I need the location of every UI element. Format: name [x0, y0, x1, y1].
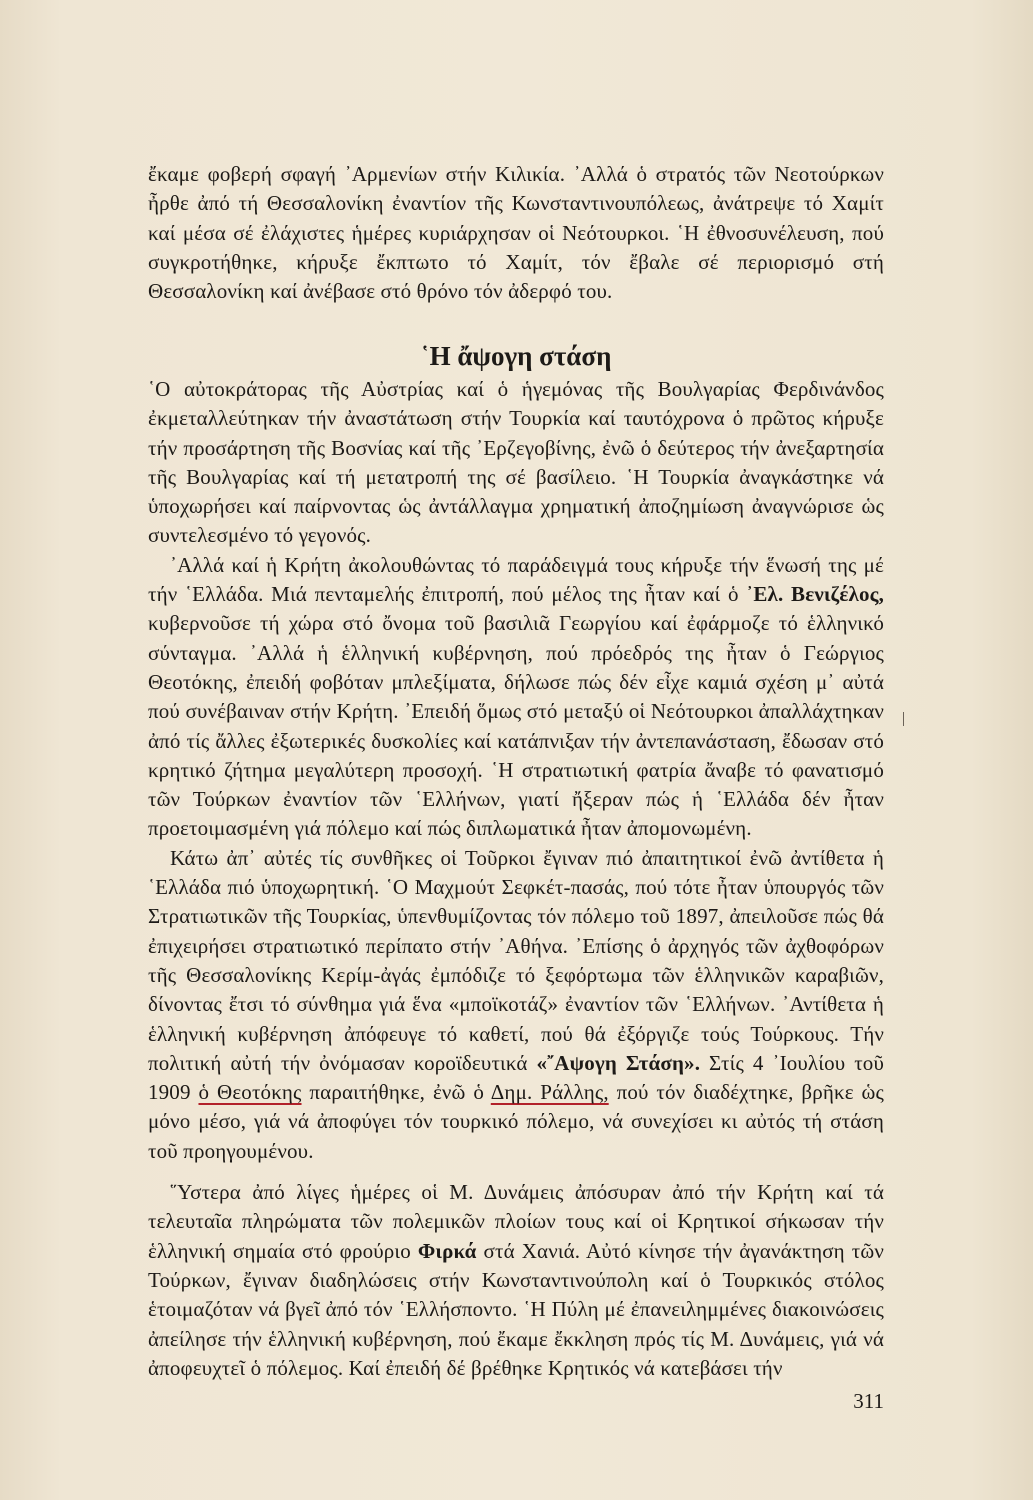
- paragraph-text: ῞Υστερα ἀπό λίγες ἡμέρες οἱ Μ. Δυνάμεις ἀπόσυραν ἀπό τήν Κρήτη καί τά τελευταῖα πληρώματα τῶν πολεμικῶν πλοίων τους καί οἱ Κρητικοί σήκωσαν τήν ἑλληνική σημαία στό φρούριο: [148, 1180, 884, 1263]
- section-title: ῾Η ἄψογη στάση: [420, 341, 612, 371]
- paragraph-text: κυβερνοῦσε τή χώρα στό ὄνομα τοῦ βασιλιᾶ Γεωργίου καί ἐφάρμοζε τό ἑλληνικό σύνταγμα. ᾿Αλλά ἡ ἑλληνική κυβέρνηση, πού πρόεδρός της ἦταν ὁ Γεώργιος Θεοτόκης, ἐπειδή φοβόταν μπλεξίματα, δήλωσε πώς δέν εἶχε καμιά σχέση μ᾿ αὐτά πού συνέβαιναν στήν Κρήτη. ᾿Επειδή ὅμως στό μεταξύ οἱ Νεότουρκοι ἀπαλλάχτηκαν ἀπό τίς ἄλλες ἐξωτερικές δυσκολίες καί κατάπνιξαν τήν ἀντεπανάσταση, ἔδωσαν στό κρητικό ζήτημα μεγαλύτερη προσοχή. ῾Η στρατιωτική φατρία ἄναβε τό φανατισμό τῶν Τούρκων ἐναντίον τῶν ῾Ελλήνων, γιατί ἤξεραν πώς ἡ ῾Ελλάδα δέν ἦταν προετοιμασμένη γιά πόλεμο καί πώς διπλωματικά ἦταν ἀπομονωμένη.: [148, 611, 884, 841]
- underlined-name-theotokis: ὁ Θεοτόκης: [198, 1080, 302, 1105]
- text-block-top: [148, 160, 884, 306]
- paragraph-austria-bulgaria: ῾Ο αὐτοκράτορας τῆς Αὐστρίας καί ὁ ἡγεμόνας τῆς Βουλγαρίας Φερδινάνδος ἐκμεταλλεύτηκαν τήν ἀναστάτωση στήν Τουρκία καί ταυτόχρονα ὁ πρῶτος κήρυξε τήν προσάρτηση τῆς Βοσνίας καί τῆς ᾿Ερζεγοβίνης, ἐνῶ ὁ δεύτερος τήν ἀνεξαρτησία τῆς Βουλγαρίας καί τή μετατροπή της σέ βασίλειο. ῾Η Τουρκία ἀναγκάστηκε νά ὑποχωρήσει καί παίρνοντας ὡς ἀντάλλαγμα χρηματική ἀποζημίωση ἀναγνώρισε ὡς συντελεσμένο τό γεγονός.: [148, 377, 884, 548]
- paragraph-text: στά Χανιά. Αὐτό κίνησε τήν ἀγανάκτηση τῶν Τούρκων, ἔγιναν διαδηλώσεις στήν Κωνσταντινούπολη καί ὁ Τουρκικός στόλος ἑτοιμαζόταν νά βγεῖ ἀπό τόν ῾Ελλήσποντο. ῾Η Πύλη μέ ἐπανειλημμένες διακοινώσεις ἀπείλησε τήν ἑλληνική κυβέρνηση, πού ἔκαμε ἔκκληση πρός τίς Μ. Δυνάμεις, γιά νά ἀποφευχτεῖ ὁ πόλεμος. Καί ἐπειδή δέ βρέθηκε Κρητικός νά κατεβάσει τήν: [148, 1238, 885, 1380]
- bold-name-venizelos: ᾿Ελ. Βενιζέλος,: [746, 582, 884, 607]
- paragraph-great-powers: [148, 1178, 884, 1383]
- underlined-name-rallis: Δημ. Ράλλης,: [490, 1080, 609, 1105]
- bold-name-firka: Φιρκά: [417, 1238, 477, 1263]
- page-number: 311: [853, 1389, 884, 1413]
- paragraph-text: πού τόν διαδέχτηκε, βρῆκε ὡς μόνο μέσο, γιά νά ἀποφύγει τόν τουρκικό πόλεμο, νά συνεχίσει κι αὐτός τή στάση τοῦ προηγουμένου.: [148, 1080, 884, 1163]
- text-block-main: [148, 375, 884, 1383]
- paragraph-text: Στίς 4 ᾿Ιουλίου τοῦ 1909: [148, 1050, 884, 1105]
- margin-pencil-mark: [903, 712, 904, 726]
- paragraph-gap: [148, 1166, 884, 1178]
- paragraph-text: ᾿Αλλά καί ἡ Κρήτη ἀκολουθώντας τό παράδειγμά τους κήρυξε τήν ἕνωσή της μέ τήν ῾Ελλάδα. Μιά πενταμελής ἐπιτροπή, πού μέλος της ἦταν καί ὁ: [148, 552, 884, 607]
- bold-term-apsogi-stasi: «῎Αψογη Στάση».: [536, 1050, 701, 1075]
- paragraph-text: παραιτήθηκε, ἐνῶ ὁ: [301, 1080, 491, 1105]
- paragraph-continuation: ἔκαμε φοβερή σφαγή ᾿Αρμενίων στήν Κιλικία. ᾿Αλλά ὁ στρατός τῶν Νεοτούρκων ἦρθε ἀπό τή Θεσσαλονίκη ἐναντίον τῆς Κωνσταντινουπόλεως, ἀνάτρεψε τό Χαμίτ καί μέσα σέ ἐλάχιστες ἡμέρες κυριάρχησαν οἱ Νεότουρκοι. ῾Η ἐθνοσυνέλευση, πού συγκροτήθηκε, κήρυξε ἔκπτωτο τό Χαμίτ, τόν ἔβαλε σέ περιορισμό στή Θεσσαλονίκη καί ἀνέβασε στό θρόνο τόν ἀδερφό του.: [148, 162, 884, 304]
- paragraph-crete-union: [148, 551, 884, 844]
- paragraph-text: Κάτω ἀπ᾿ αὐτές τίς συνθῆκες οἱ Τοῦρκοι ἔγιναν πιό ἀπαιτητικοί ἐνῶ ἀντίθετα ἡ ῾Ελλάδα πιό ὑποχωρητική. ῾Ο Μαχμούτ Σεφκέτ-πασάς, πού τότε ἦταν ὑπουργός τῶν Στρατιωτικῶν τῆς Τουρκίας, ὑπενθυμίζοντας τόν πόλεμο τοῦ 1897, ἀπειλοῦσε πώς θά ἐπιχειρήσει στρατιωτικό περίπατο στήν ᾿Αθήνα. ᾿Επίσης ὁ ἀρχηγός τῶν ἀχθοφόρων τῆς Θεσσαλονίκης Κερίμ-ἀγάς ἐμπόδιζε τό ξεφόρτωμα τῶν ἑλληνικῶν καραβιῶν, δίνοντας ἔτσι τό σύνθημα γιά ἕνα «μποϊκοτάζ» ἐναντίον τῶν ῾Ελλήνων. ᾿Αντίθετα ἡ ἑλληνική κυβέρνηση ἀπόφευγε τό καθετί, πού θά ἐξόργιζε τούς Τούρκους. Τήν πολιτική αὐτή τήν ὀνόμασαν κοροϊδευτικά: [148, 845, 884, 1075]
- paragraph-turkish-demands: [148, 844, 884, 1166]
